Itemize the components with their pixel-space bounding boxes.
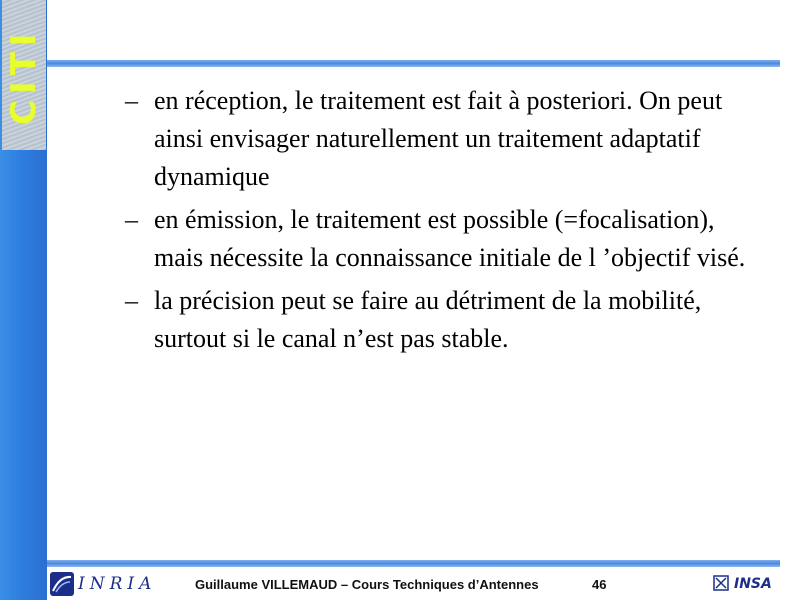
sidebar <box>0 0 47 600</box>
bullet-text: la précision peut se faire au détriment de la mobilité, surtout si le canal n’est pas stable. <box>154 286 702 353</box>
bullet-text: en réception, le traitement est fait à posteriori. On peut ainsi envisager naturellement un traitement adaptatif dynamique <box>154 86 723 191</box>
citi-logo <box>2 0 46 150</box>
bullet-item <box>125 82 765 196</box>
insa-logo <box>712 568 788 598</box>
bullet-item <box>125 282 765 358</box>
inria-logo <box>50 570 160 598</box>
bullet-text: en émission, le traitement est possible (=focalisation), mais nécessite la connaissance initiale de l ’objectif visé. <box>154 205 746 272</box>
bullet-list <box>125 82 765 363</box>
bottom-divider <box>47 560 780 567</box>
page-number: 46 <box>592 577 607 592</box>
bullet-dash: – <box>125 86 138 115</box>
bullet-dash: – <box>125 205 138 234</box>
citi-logo-text: CITI <box>4 27 44 125</box>
footer-caption: Guillaume VILLEMAUD – Cours Techniques d’Antennes <box>195 577 539 592</box>
top-divider <box>47 60 780 67</box>
bullet-dash: – <box>125 286 138 315</box>
inria-logo-text: INRIA <box>78 574 157 594</box>
svg-text:INSA: INSA <box>734 576 772 592</box>
inria-emblem-icon <box>50 572 74 596</box>
bullet-item <box>125 201 765 277</box>
